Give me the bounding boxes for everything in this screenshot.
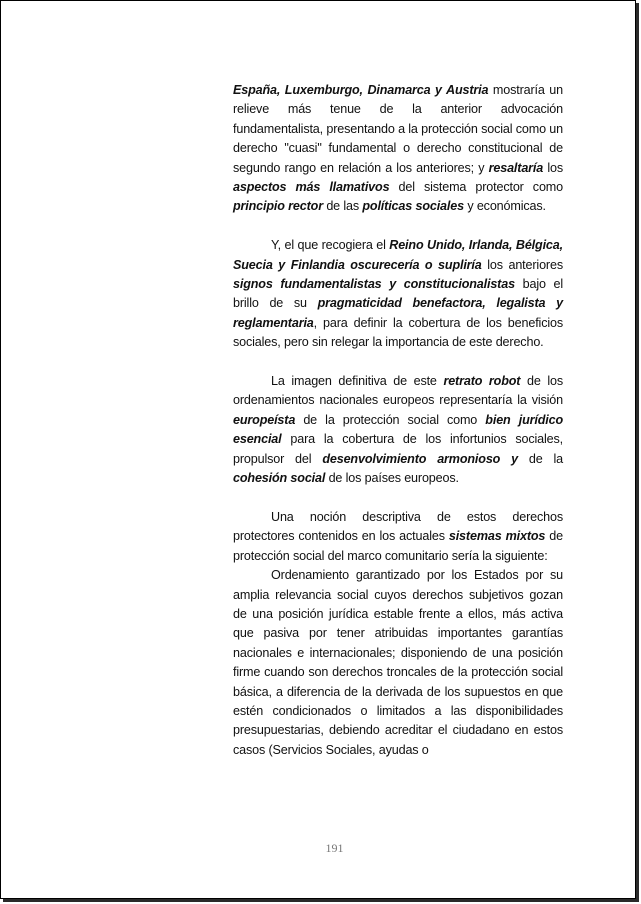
text-run: Una noción descriptiva de estos derechos protectores contenidos en los actuales bbox=[233, 509, 563, 544]
emphasis-run: desenvolvimiento armonioso y bbox=[322, 451, 518, 466]
emphasis-run: políticas sociales bbox=[362, 199, 464, 214]
paragraph-5 bbox=[233, 566, 563, 760]
emphasis-run: aspectos más llamativos bbox=[233, 180, 390, 195]
emphasis-run: pragmaticidad benefactora, legalista y reglamentaria bbox=[233, 296, 563, 330]
paragraph-4 bbox=[233, 508, 563, 566]
emphasis-run: Reino Unido, Irlanda, Bélgica, Suecia y Finlandia oscurecería o supliría bbox=[233, 238, 563, 272]
emphasis-run: europeísta bbox=[233, 412, 296, 427]
paragraph-1 bbox=[233, 81, 563, 217]
text-run: los anteriores bbox=[481, 257, 563, 272]
emphasis-run: retrato robot bbox=[443, 374, 521, 389]
text-run: de la bbox=[517, 451, 563, 466]
emphasis-run: cohesión social bbox=[233, 471, 326, 486]
emphasis-run: resaltaría bbox=[488, 160, 544, 175]
text-run: y económicas. bbox=[463, 199, 546, 214]
paragraph-3 bbox=[233, 372, 563, 488]
text-run: de la protección social como bbox=[295, 412, 486, 427]
text-run: para la cobertura de los infortunios sociales, propulsor del bbox=[233, 432, 563, 466]
text-run: , para definir la cobertura de los beneficios sociales, pero sin relegar la importancia de este derecho. bbox=[233, 315, 563, 350]
text-run: de protección social del marco comunitario sería la siguiente: bbox=[233, 529, 563, 563]
text-run: del sistema protector como bbox=[389, 180, 563, 195]
text-run: mostraría un relieve más tenue de la anterior advocación fundamentalista, presentando a la protección social como un derecho "cuasi" fundamental o derecho constitucional de segundo rango en relación a los anteriores; y bbox=[233, 83, 563, 175]
paragraph-2 bbox=[233, 236, 563, 352]
emphasis-run: signos fundamentalistas y constitucionalistas bbox=[233, 277, 515, 292]
text-run: de los países europeos. bbox=[325, 471, 459, 486]
text-run: Y, el que recogiera el bbox=[271, 238, 390, 253]
emphasis-run: España, Luxemburgo, Dinamarca y Austria bbox=[233, 83, 489, 97]
text-run: de los ordenamientos nacionales europeos representaría la visión bbox=[233, 374, 563, 408]
text-run: La imagen definitiva de este bbox=[271, 374, 444, 389]
page-number: 191 bbox=[325, 841, 344, 855]
emphasis-run: bien jurídico esencial bbox=[233, 412, 563, 447]
text-run: Ordenamiento garantizado por los Estados por su amplia relevancia social cuyos derechos subjetivos gozan de una posición jurídica estable frente a ellos, más activa que pasiva por tener atribuidas importantes garantías nacionales e internacionales; disponiendo de una posición firme cuando son derechos troncales de la protección social básica, a diferencia de la derivada de los supuestos en que estén condicionados o limitados a las disponibilidades presupuestarias, debiendo acreditar el ciudadano en estos casos (Servicios Sociales, ayudas o bbox=[233, 568, 563, 757]
emphasis-run: sistemas mixtos bbox=[448, 529, 546, 544]
text-run: los bbox=[543, 160, 563, 175]
text-run: bajo el brillo de su bbox=[233, 277, 563, 311]
body-text bbox=[233, 81, 563, 760]
emphasis-run: principio rector bbox=[233, 199, 323, 214]
text-run: de las bbox=[322, 199, 363, 214]
